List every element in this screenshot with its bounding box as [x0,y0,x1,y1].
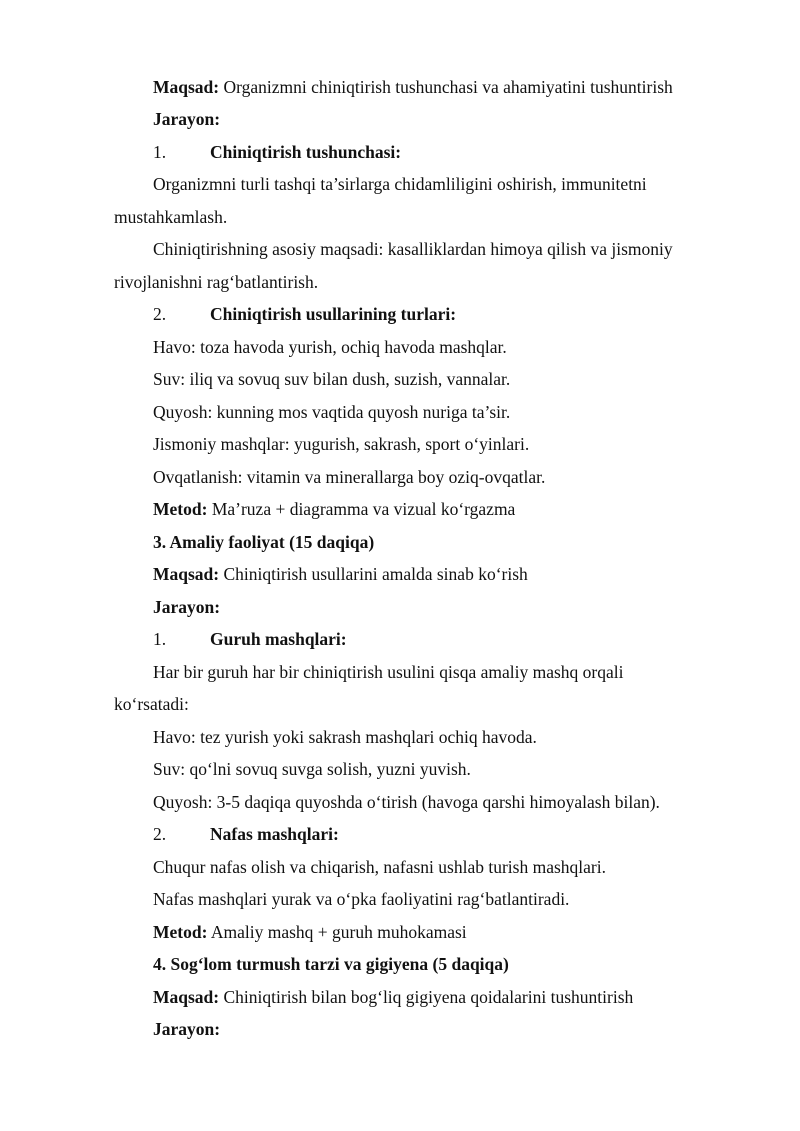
process-label: Jarayon: [153,109,221,129]
list-item: Chuqur nafas olish va chiqarish, nafasni ushlab turish mashqlari. [153,857,606,877]
goal-line [153,76,673,98]
goal-text: Chiniqtirish bilan bog‘liq gigiyena qoidalarini tushuntirish [219,987,634,1007]
method-label: Metod: [153,499,208,519]
paragraph-line: Chiniqtirishning asosiy maqsadi: kasalliklardan himoya qilish va jismoniy [153,239,673,259]
list-item: Quyosh: kunning mos vaqtida quyosh nuriga ta’sir. [153,402,511,422]
list-item: Jismoniy mashqlar: yugurish, sakrash, sport o‘yinlari. [153,434,530,454]
goal-text: Chiniqtirish usullarini amalda sinab ko‘rish [219,564,528,584]
method-label: Metod: [153,922,208,942]
method-line [153,498,515,520]
goal-line [153,563,528,585]
section-heading-3: 3. Amaliy faoliyat (15 daqiqa) [153,532,375,552]
section-title: Chiniqtirish tushunchasi: [210,142,402,162]
paragraph-line: Har bir guruh har bir chiniqtirish usulini qisqa amaliy mashq orqali [153,662,624,682]
subsection-heading-1 [0,628,800,650]
method-text: Amaliy mashq + guruh muhokamasi [207,922,467,942]
list-item: Ovqatlanish: vitamin va minerallarga boy oziq-ovqatlar. [153,467,546,487]
list-item: Suv: qo‘lni sovuq suvga solish, yuzni yuvish. [153,759,471,779]
list-item: Quyosh: 3-5 daqiqa quyoshda o‘tirish (havoga qarshi himoyalash bilan). [153,792,660,812]
paragraph-line: Organizmni turli tashqi ta’sirlarga chidamliligini oshirish, immunitetni [153,174,647,194]
process-label: Jarayon: [153,1019,221,1039]
method-line [153,921,467,943]
list-item: Suv: iliq va sovuq suv bilan dush, suzish, vannalar. [153,369,511,389]
section-number: 1. [153,142,167,162]
section-title: Nafas mashqlari: [210,824,339,844]
list-item: Havo: tez yurish yoki sakrash mashqlari ochiq havoda. [153,727,537,747]
goal-label: Maqsad: [153,77,220,97]
goal-text: Organizmni chiniqtirish tushunchasi va ahamiyatini tushuntirish [219,77,673,97]
goal-line [153,986,633,1008]
section-heading-1 [0,141,800,163]
goal-label: Maqsad: [153,564,220,584]
section-title: Chiniqtirish usullarining turlari: [210,304,457,324]
section-number: 1. [153,629,167,649]
list-item: Havo: toza havoda yurish, ochiq havoda mashqlar. [153,337,507,357]
section-heading-4: 4. Sog‘lom turmush tarzi va gigiyena (5 daqiqa) [153,954,509,974]
subsection-heading-2 [0,823,800,845]
section-title: Guruh mashqlari: [210,629,347,649]
section-number: 2. [153,824,167,844]
section-number: 2. [153,304,167,324]
process-label: Jarayon: [153,597,221,617]
paragraph-line: mustahkamlash. [114,207,228,227]
list-item: Nafas mashqlari yurak va o‘pka faoliyatini rag‘batlantiradi. [153,889,570,909]
paragraph-line: rivojlanishni rag‘batlantirish. [114,272,319,292]
section-heading-2 [0,303,800,325]
paragraph-line: ko‘rsatadi: [114,694,189,714]
method-text: Ma’ruza + diagramma va vizual ko‘rgazma [207,499,516,519]
goal-label: Maqsad: [153,987,220,1007]
